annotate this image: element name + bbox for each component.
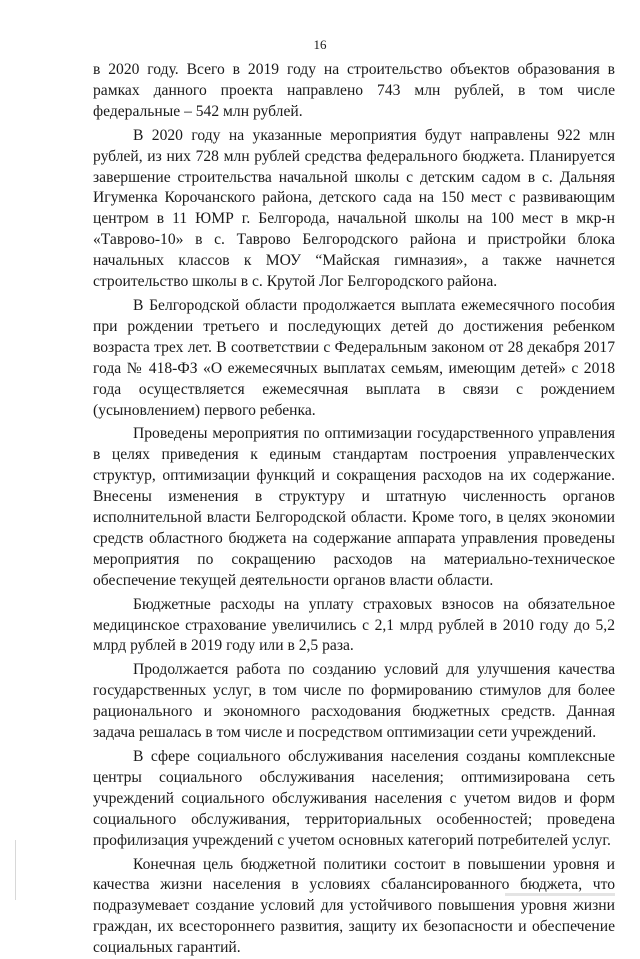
document-body bbox=[93, 60, 615, 959]
paragraph-education-funding-2019: в 2020 году. Всего в 2019 году на строительство объектов образования в рамках данного проекта направлено 743 млн рублей, в том числе федеральные – 542 млн рублей. bbox=[93, 61, 615, 120]
paragraph-insurance-contributions: Бюджетные расходы на уплату страховых взносов на обязательное медицинское страхование увеличились с 2,1 млрд рублей в 2010 году до 5,2 млрд рублей в 2019 году или в 2,5 раза. bbox=[93, 595, 615, 655]
paragraph-government-optimization: Проведены мероприятия по оптимизации государственного управления в целях приведения к единым стандартам построения управленческих структур, оптимизации функций и сокращения расходов на их содержание. Внесены изменения в структуру и штатную численность органов исполнительной власти Белгородской области. Кроме того, в целях экономии средств областного бюджета на содержание аппарата управления проведены мероприятия по сокращению расходов на материально-техническое обеспечение текущей деятельности органов власти области. bbox=[93, 425, 615, 589]
paragraph-public-services-quality: Продолжается работа по созданию условий для улучшения качества государственных услуг, в том числе по формированию стимулов для более рационального и экономного расходования бюджетных средств. Данная задача решалась в том числе и посредством оптимизации сети учреждений. bbox=[93, 661, 615, 742]
scan-bottom-mark bbox=[505, 893, 615, 896]
paragraph-social-services: В сфере социального обслуживания населения созданы комплексные центры социального обслуживания населения; оптимизирована сеть учреждений социального обслуживания населения с учетом видов и форм социального обслуживания, территориальных особенностей; проведена профилизация учреждений с учетом основных категорий потребителей услуг. bbox=[93, 748, 615, 849]
scan-edge-line bbox=[15, 840, 16, 900]
page-number: 16 bbox=[313, 37, 327, 52]
paragraph-education-plans-2020: В 2020 году на указанные мероприятия будут направлены 922 млн рублей, из них 728 млн рублей средства федерального бюджета. Планируется завершение строительства начальной школы с детским садом в с. Дальняя Игуменка Корочанского района, детского сада на 150 мест с развивающим центром в 11 ЮМР г. Белгорода, начальной школы на 100 мест в мкр-н «Таврово-10» в с. Таврово Белгородского района и пристройки блока начальных классов к МОУ “Майская гимназия», а также начнется строительство школы в с. Крутой Лог Белгородского района. bbox=[93, 126, 615, 291]
paragraph-budget-policy-goal: Конечная цель бюджетной политики состоит в повышении уровня и качества жизни населения в условиях сбалансированного бюджета, что подразумевает создание условий для устойчивого повышения уровня жизни граждан, их всестороннего развития, защиту их безопасности и обеспечение социальных гарантий. bbox=[93, 855, 615, 957]
paragraph-child-benefits: В Белгородской области продолжается выплата ежемесячного пособия при рождении третьего и последующих детей до достижения ребенком возраста трех лет. В соответствии с Федеральным законом от 28 декабря 2017 года № 418-ФЗ «О ежемесячных выплатах семьям, имеющим детей» с 2018 года осуществляется ежемесячная выплата в связи с рождением (усыновлением) первого ребенка. bbox=[93, 296, 615, 419]
